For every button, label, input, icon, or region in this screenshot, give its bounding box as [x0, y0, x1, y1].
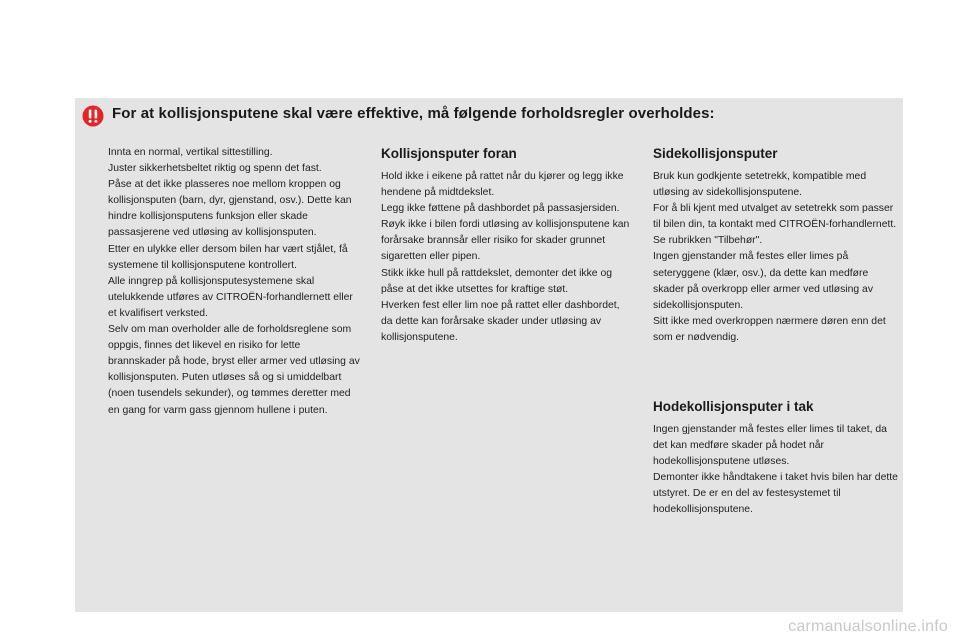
side-airbags-text: Bruk kun godkjente setetrekk, kompatible med utløsing av sidekollisjonsputene. For å bli kjent med utvalget av setetrekk som passer til bilen din, ta kontakt med CITROËN-forhandlernett. Se rubrikken "Tilbehør". Ingen gjenstander må festes eller limes på seteryggene (klær, osv.), da dette kan medføre skader på overkropp eller armer ved utløsing av sidekollisjonsputen. Sitt ikke med overkroppen nærmere døren enn det som er nødvendig.: [653, 171, 897, 343]
front-airbags-heading: Kollisjonsputer foran: [381, 146, 517, 161]
warning-icon: [82, 105, 104, 127]
curtain-airbags-text: Ingen gjenstander må festes eller limes til taket, da det kan medføre skader på hodet når hodekollisjonsputene utløses. Demonter ikke håndtakene i taket hvis bilen har dette utstyret. De er en del av festesystemet til hodekollisjonsputene.: [653, 424, 898, 516]
front-airbags-text: Hold ikke i eikene på rattet når du kjører og legg ikke hendene på midtdekslet. Legg ikke føttene på dashbordet på passasjersiden. Røyk ikke i bilen fordi utløsing av kollisjonsputene kan forårsake brannsår eller risiko for skader grunnet sigaretten eller pipen. Stikk ikke hull på rattdekslet, demonter det ikke og påse at det ikke utsettes for kraftige støt. Hverken fest eller lim noe på rattet eller dashbordet, da dette kan forårsake skader under utløsing av kollisjonsputene.: [381, 171, 630, 343]
general-precautions-text: Innta en normal, vertikal sittestilling. Juster sikkerhetsbeltet riktig og spenn det fast. Påse at det ikke plasseres noe mellom kroppen og kollisjonsputen (barn, dyr, gjenstand, osv.). Dette kan hindre kollisjonsputens funksjon eller skade passasjerene ved utløsing av kollisjonsputen. Etter en ulykke eller dersom bilen har vært stjålet, få systemene til kollisjonsputene kontrollert. Alle inngrep på kollisjonsputesystemene skal utelukkende utføres av CITROËN-forhandlernett eller et kvalifisert verksted. Selv om man overholder alle de forholdsreglene som oppgis, finnes det likevel en risiko for lette brannskader på hode, bryst eller armer ved utløsing av kollisjonsputen. Puten utløses så og si umiddelbart (noen tusendels sekunder), og tømmes deretter med en gang for varm gass gjennom hullene i puten.: [108, 147, 360, 416]
side-airbags-heading: Sidekollisjonsputer: [653, 146, 778, 161]
watermark: carmanualsonline.info: [788, 618, 948, 635]
side-airbags-section: [653, 145, 901, 346]
front-airbags-section: [381, 145, 633, 346]
curtain-airbags-section: [653, 398, 901, 519]
general-precautions-column: [108, 145, 360, 419]
panel-headline: For at kollisjonsputene skal være effektive, må følgende forholdsregler overholdes:: [112, 105, 715, 122]
curtain-airbags-heading: Hodekollisjonsputer i tak: [653, 399, 814, 414]
